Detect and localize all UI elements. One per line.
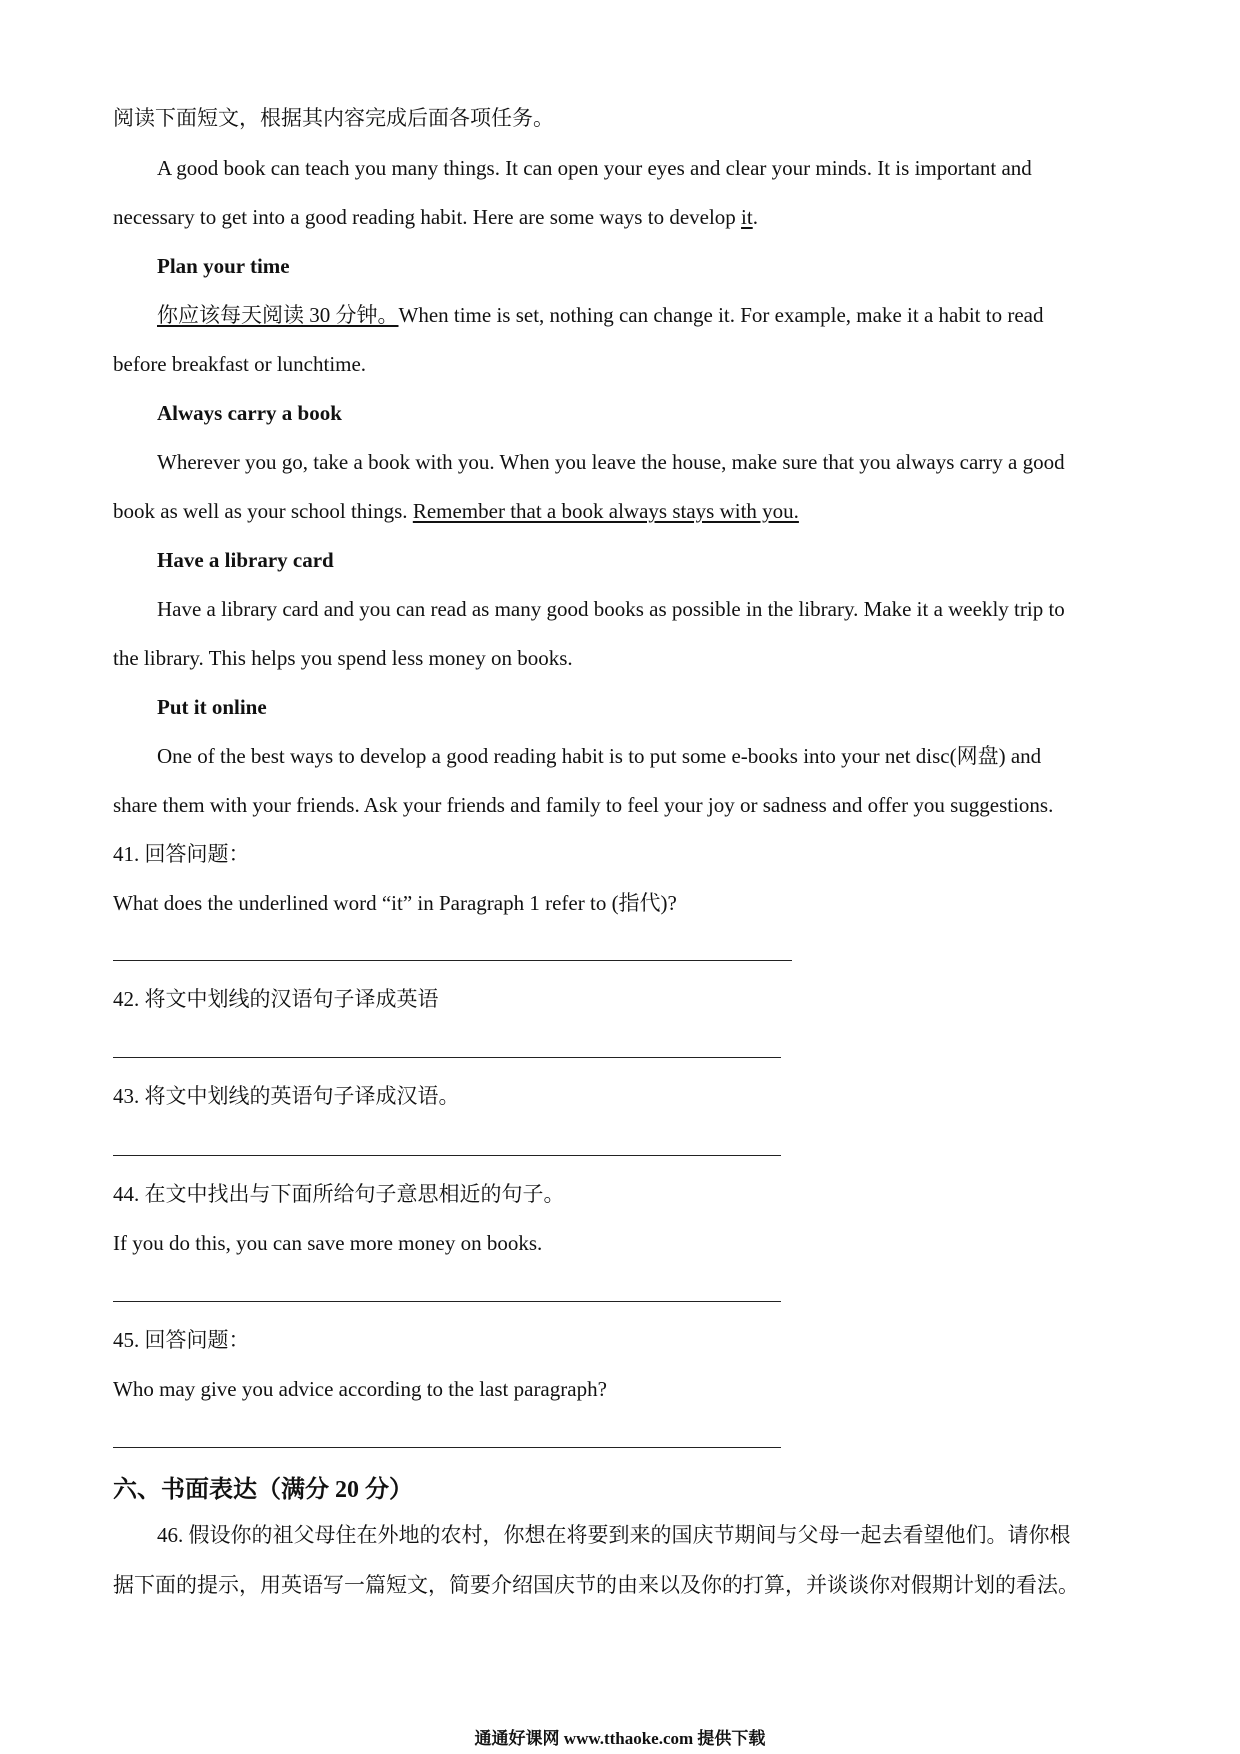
question-45-text: Who may give you advice according to the last paragraph? xyxy=(113,1377,607,1401)
underlined-english-sentence: Remember that a book always stays with you. xyxy=(412,499,799,523)
heading-plan-your-time: Plan your time xyxy=(157,254,290,278)
answer-blank-41[interactable] xyxy=(113,960,792,961)
paragraph1-line2-end: . xyxy=(752,205,758,229)
section4-line2: share them with your friends. Ask your friends and family to feel your joy or sadness and offer you suggestions. xyxy=(113,793,1054,817)
question-46-line1: 46. 假设你的祖父母住在外地的农村，你想在将要到来的国庆节期间与父母一起去看望他们。请你根 xyxy=(157,1523,1071,1547)
underlined-word-it: it xyxy=(741,205,753,229)
heading-always-carry-a-book: Always carry a book xyxy=(157,401,342,425)
underlined-chinese-sentence: 你应该每天阅读 30 分钟。 xyxy=(157,303,399,327)
question-46-line2: 据下面的提示，用英语写一篇短文，简要介绍国庆节的由来以及你的打算，并谈谈你对假期计划的看法。 xyxy=(113,1573,1079,1597)
section4-line1: One of the best ways to develop a good reading habit is to put some e-books into your net disc(网盘) and xyxy=(157,744,1042,768)
section2-line1: Wherever you go, take a book with you. When you leave the house, make sure that you always carry a good xyxy=(157,450,1065,474)
heading-put-it-online: Put it online xyxy=(157,695,267,719)
heading-have-a-library-card: Have a library card xyxy=(157,548,334,572)
question-44-text: If you do this, you can save more money on books. xyxy=(113,1231,543,1255)
paragraph1-line2 xyxy=(113,203,758,231)
question-43-label: 43. 将文中划线的英语句子译成汉语。 xyxy=(113,1084,460,1108)
section3-line1: Have a library card and you can read as many good books as possible in the library. Make it a weekly trip to xyxy=(157,597,1065,621)
answer-blank-42[interactable] xyxy=(113,1057,781,1058)
paragraph1-line2-text: necessary to get into a good reading habit. Here are some ways to develop xyxy=(113,205,742,229)
section3-line2: the library. This helps you spend less money on books. xyxy=(113,646,573,670)
answer-blank-45[interactable] xyxy=(113,1447,781,1448)
question-44-label: 44. 在文中找出与下面所给句子意思相近的句子。 xyxy=(113,1182,565,1206)
section2-line2 xyxy=(113,497,799,525)
section1-line2: before breakfast or lunchtime. xyxy=(113,352,367,376)
footer-download-note: 通通好课网 www.tthaoke.com 提供下载 xyxy=(474,1729,766,1748)
section2-line2-text: book as well as your school things. xyxy=(113,499,413,523)
paragraph1-line1: A good book can teach you many things. It can open your eyes and clear your minds. It is important and xyxy=(157,156,1032,180)
question-45-label: 45. 回答问题： xyxy=(113,1328,250,1352)
question-42-label: 42. 将文中划线的汉语句子译成英语 xyxy=(113,987,439,1011)
intro-instruction: 阅读下面短文，根据其内容完成后面各项任务。 xyxy=(113,106,554,130)
answer-blank-43[interactable] xyxy=(113,1155,781,1156)
writing-section-title: 六、书面表达（满分 20 分） xyxy=(113,1477,413,1503)
section1-line1-rest: When time is set, nothing can change it. For example, make it a habit to read xyxy=(398,303,1044,327)
section1-line1 xyxy=(157,301,1043,329)
question-41-label: 41. 回答问题： xyxy=(113,842,250,866)
question-41-text: What does the underlined word “it” in Paragraph 1 refer to (指代)? xyxy=(113,891,677,915)
answer-blank-44[interactable] xyxy=(113,1301,781,1302)
